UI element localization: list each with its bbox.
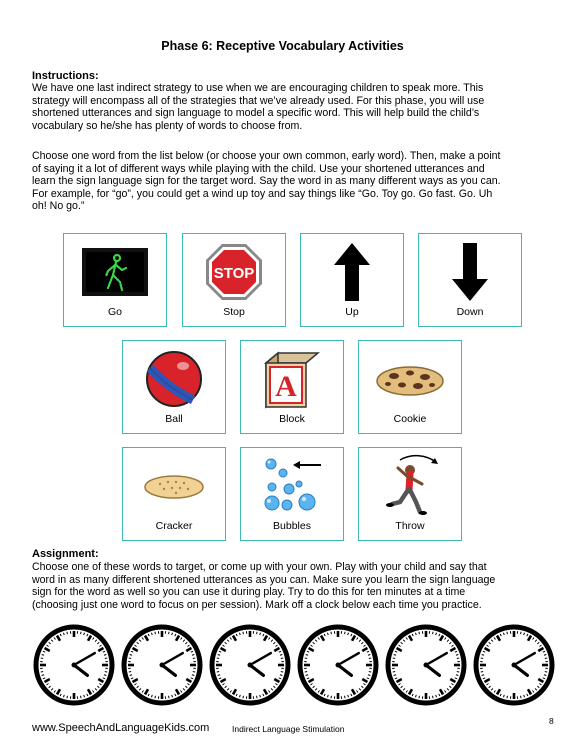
text-line: (choosing just one word to focus on per session). Mark off a clock below each time you practice. bbox=[32, 598, 482, 611]
assignment-heading: Assignment: bbox=[32, 548, 99, 560]
word-card-ball bbox=[122, 340, 226, 434]
page-number: 8 bbox=[549, 716, 554, 726]
word-card-stop bbox=[182, 233, 286, 327]
text-line: oh! No go.” bbox=[32, 200, 85, 213]
word-label: Down bbox=[456, 306, 484, 318]
word-card-go bbox=[63, 233, 167, 327]
word-card-block bbox=[240, 340, 344, 434]
walk-signal-icon bbox=[80, 244, 150, 300]
throw-icon bbox=[378, 454, 442, 518]
instructions-heading: Instructions: bbox=[32, 70, 99, 82]
clock-icon[interactable] bbox=[33, 624, 115, 706]
text-line: of saying it a lot of different ways while playing with the child. Use your shortened utterances and bbox=[32, 162, 485, 175]
word-label: Throw bbox=[395, 520, 425, 532]
page-title: Phase 6: Receptive Vocabulary Activities bbox=[161, 39, 404, 53]
text-line: We have one last indirect strategy to use when we are encouraging children to speak more. This bbox=[32, 82, 484, 94]
clock-icon[interactable] bbox=[385, 624, 467, 706]
assignment-paragraph bbox=[32, 561, 542, 611]
practice-clocks bbox=[33, 624, 537, 706]
block-icon bbox=[262, 349, 322, 409]
word-label: Cracker bbox=[155, 520, 193, 532]
arrow-down-icon bbox=[450, 241, 490, 303]
arrow-up-icon bbox=[332, 241, 372, 303]
instructions-paragraph-1 bbox=[32, 82, 542, 132]
stop-sign-text: STOP bbox=[213, 265, 255, 282]
word-label: Cookie bbox=[393, 413, 427, 425]
word-card-cookie bbox=[358, 340, 462, 434]
word-label: Bubbles bbox=[273, 520, 311, 532]
bubbles-icon bbox=[259, 455, 325, 517]
text-line: word in as many different shortened utterances as you can. Make sure you learn the sign language bbox=[32, 573, 496, 586]
text-line: For example, for “go”, you could get a wind up toy and say things like “Go. Toy go. Go fast. Go. Uh bbox=[32, 187, 493, 200]
word-card-bubbles bbox=[240, 447, 344, 541]
stop-sign-icon bbox=[204, 242, 264, 302]
text-line: sign for the word as well so you can use it during play. Try to do this for ten minutes at a time bbox=[32, 586, 466, 599]
cookie-icon bbox=[374, 359, 446, 399]
word-label: Ball bbox=[165, 413, 183, 425]
clock-icon[interactable] bbox=[297, 624, 379, 706]
text-line: learn the sign language sign for the target word. Say the word in as many different ways as you can. bbox=[32, 175, 501, 188]
word-card-cracker bbox=[122, 447, 226, 541]
text-line: vocabulary so he/she has plenty of words to choose from. bbox=[32, 119, 303, 132]
footer-subtitle: Indirect Language Stimulation bbox=[232, 724, 345, 734]
cracker-icon bbox=[142, 471, 206, 501]
clock-icon[interactable] bbox=[121, 624, 203, 706]
word-label: Stop bbox=[223, 306, 245, 318]
word-label: Up bbox=[345, 306, 359, 318]
block-letter: A bbox=[275, 370, 297, 403]
word-label: Go bbox=[107, 306, 122, 318]
instructions-paragraph-2 bbox=[32, 150, 542, 213]
word-card-down bbox=[418, 233, 522, 327]
word-label: Block bbox=[279, 413, 305, 425]
clock-icon[interactable] bbox=[209, 624, 291, 706]
text-line: Choose one word from the list below (or choose your own common, early word). Then, make a point bbox=[32, 150, 501, 162]
text-line: strategy will encompass all of the strategies that we’ve already used. For this phase, you will use bbox=[32, 94, 485, 107]
ball-icon bbox=[143, 348, 205, 410]
word-card-up bbox=[300, 233, 404, 327]
text-line: Choose one of these words to target, or come up with your own. Play with your child and say that bbox=[32, 561, 487, 573]
text-line: shortened utterances and sign language to model a specific word. This will help build the child’s bbox=[32, 107, 480, 120]
word-card-throw bbox=[358, 447, 462, 541]
clock-icon[interactable] bbox=[473, 624, 555, 706]
footer-website: www.SpeechAndLanguageKids.com bbox=[32, 722, 210, 734]
